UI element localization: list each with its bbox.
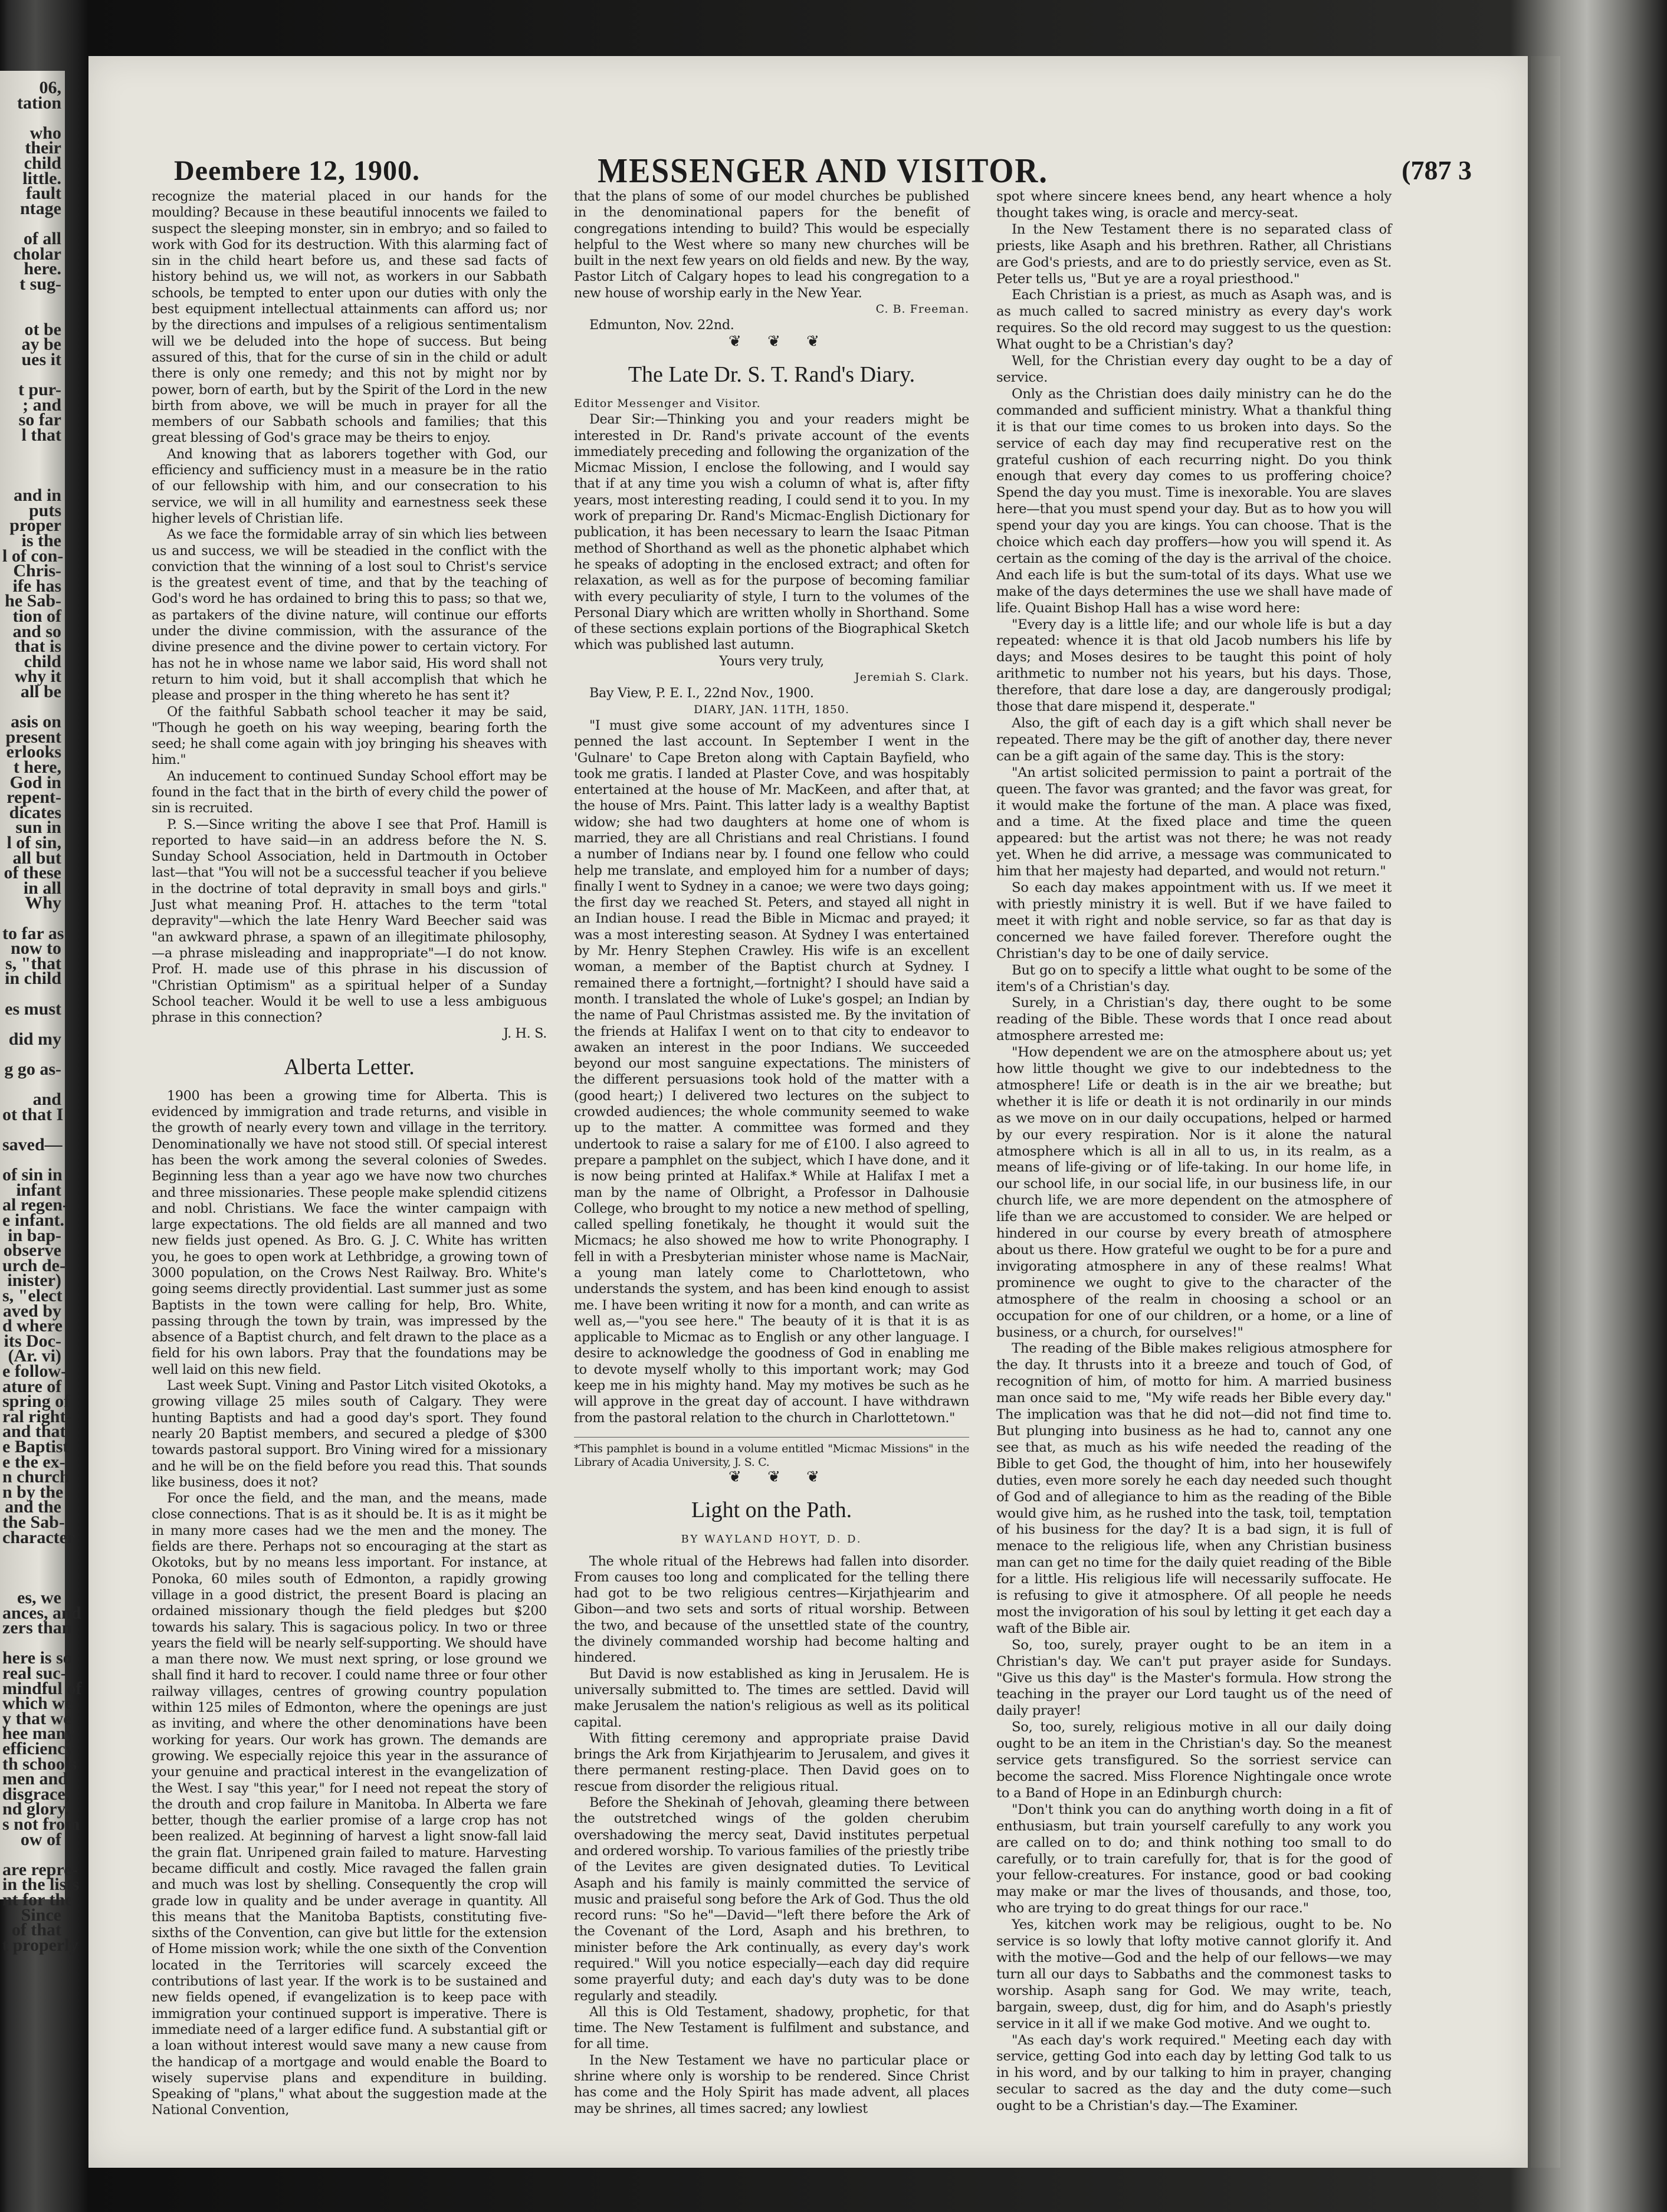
adjacent-page-fragment: repent- (6, 787, 61, 808)
adjacent-page-fragment: so far (18, 410, 61, 430)
adjacent-page-fragment: (Ar. vi) (8, 1346, 61, 1366)
adjacent-page-fragment: ow of (20, 1829, 61, 1849)
adjacent-page-fragment: hee many (2, 1724, 75, 1744)
article-title: Light on the Path. (691, 1498, 852, 1523)
adjacent-page-fragment: why it (14, 667, 61, 687)
adjacent-page-fragment: real suc- (2, 1663, 67, 1683)
adjacent-page-fragment: fault (26, 183, 61, 204)
adjacent-page-fragment: their (25, 138, 61, 158)
adjacent-page-fragment: ature of (2, 1376, 62, 1396)
paragraph: But David is now established as king in Jerusalem. He is universally submitted to. The times are settled. David will make Jerusalem the nation's religious as well as its political capital. (574, 1666, 969, 1730)
adjacent-page-fragment: ues it (21, 349, 61, 369)
adjacent-page-fragment: Since (21, 1905, 61, 1925)
adjacent-page-fragment: men and (2, 1769, 68, 1789)
paragraph: So, too, surely, prayer ought to be an item in a Christian's day. We can't put prayer aside for Sundays. "Give us this day" is the Master's formula. How strong the teaching in the prayer our Lord taught us of the need of daily prayer! (996, 1637, 1392, 1719)
adjacent-page-fragment: tion of (12, 606, 61, 626)
column-1 (152, 189, 547, 2119)
adjacent-page-fragment: infant (16, 1180, 61, 1200)
adjacent-page-fragment: who (29, 123, 61, 143)
adjacent-page-fragment: sun in (15, 818, 61, 838)
dateline: Edmunton, Nov. 22nd. (589, 317, 734, 333)
adjacent-page-fragment: s, "elect (2, 1286, 63, 1305)
adjacent-page-fragment: saved— (2, 1135, 63, 1154)
adjacent-page-fragment: g go as- (4, 1059, 61, 1079)
diary-heading: DIARY, JAN. 11TH, 1850. (693, 703, 850, 716)
adjacent-page-fragment: urch de- (2, 1255, 65, 1275)
adjacent-page-fragment: and (32, 1089, 61, 1110)
adjacent-page-fragment: ife has (12, 576, 61, 596)
adjacent-page-fragment: e the ex- (2, 1452, 65, 1472)
adjacent-page-fragment: in the lists (2, 1875, 80, 1895)
adjacent-page-fragment: little. (22, 168, 61, 188)
paragraph: recognize the material placed in our hands for the moulding? Because in these beautiful innocents we failed to suspect the sleeping monster, sin in embryo; and so failed to work with God for its destruction. With this alarming fact of sin in the child heart before us, and these sad facts of history behind us, we will not, as workers in our Sabbath schools, be tempted to enter upon our duties with only the best equipment intellectual attainments can afford us; nor by the directions and impulses of a religious sentimentalism will we be deluded into the hope of success. But being assured of this, that for the curse of sin in the child or adult there is only one remedy; and this not by might nor by power, born of earth, but by the Spirit of the Lord in the new birth from above, we will be much in prayer for all the members of our Sabbath schools and families; that this great blessing of God's grace may be theirs to enjoy. (152, 189, 547, 446)
dateline: Bay View, P. E. I., 22nd Nov., 1900. (589, 685, 814, 701)
adjacent-page-fragment: here is so (2, 1648, 72, 1668)
paragraph: For once the field, and the man, and the means, made close connections. That is as it should be. It is as it might be in many more cases had we the men and the money. The fields are there. Perhaps not so encouraging at the start as Okotoks, but by no means less important. For instance, at Ponoka, 60 miles south of Edmonton, a rapidly growing village in a good district, the present Board is placing an ordained missionary though the field pledges but $200 towards his salary. This is sagacious policy. In two or three years the field will be nearly self-supporting. We should have a man there now. We must next spring, or lose ground we shall find it hard to recover. I could name three or four other railway villages, centres of growing country population within 125 miles of Edmonton, where the openings are just as inviting, and where the other denominations have been working for years. Our work has grown. The demands are growing. We especially rejoice this year in the assurance of your genuine and practical interest in the evangelization of the West. I say "this year," for I need not repeat the story of the drouth and crop failure in Manitoba. In Alberta we fare better, though the earlier promise of a large crop has not been realized. At beginning of harvest a light snow-fall laid the grain flat. Unripened grain failed to mature. Harvesting became difficult and costly. Mice ravaged the fallen grain and much was lost by shelling. Consequently the crop will grade low in quality and be under average in quantity. All this means that the Manitoba Baptists, constituting five-sixths of the Convention, can give but little for the extension of Home mission work; while the one sixth of the Convention located in the Territories will scarcely exceed the contributions of last year. If the work is to be sustained and new fields opened, if evangelization is to keep pace with immigration your continued support is imperative. There is immediate need of a larger edifice fund. A substantial gift or a loan without interest would save many a new cause from the handicap of a mortgage and would enable the Board to wisely supervise plans and expenditure in building. Speaking of "plans," what about the suggestion made at the National Convention, (152, 1491, 547, 2118)
adjacent-page-fragment: now to (11, 938, 61, 959)
paragraph: "How dependent we are on the atmosphere about us; yet how little thought we give to our indebtedness to the atmosphere! Life or death is in the air we breathe; but whether it is life or death it is not ordinarily in our minds as we move on in our daily occupations, helped or harmed by our every respiration. Nor is it alone the natural atmosphere which is all in all to us, in its realm, as a means of life-giving or of life-taking. In our home life, in our school life, in our social life, in our business life, in our church life, we are more dependent on the atmosphere of life than we are accustomed to consider. We are helped or hindered in our course by every breath of atmosphere about us there. How grateful we ought to be for a pure and invigorating atmosphere in any of these realms! What prominence we ought to give to the character of the atmosphere of the realm in choosing a school or an occupation for one of our children, or a home, or a line of business, or a church, for ourselves!" (996, 1045, 1392, 1340)
signature: Jeremiah S. Clark. (855, 671, 969, 684)
adjacent-page-fragment: t pur- (18, 380, 61, 399)
byline: BY WAYLAND HOYT, D. D. (681, 1533, 862, 1546)
paragraph: All this is Old Testament, shadowy, prophetic, for that time. The New Testament is fulfilment and substance, and for all time. (574, 2004, 969, 2052)
adjacent-page-fragment: of all (23, 229, 61, 248)
adjacent-page-fragment: and that (2, 1422, 66, 1442)
adjacent-page-fragment: character (2, 1527, 76, 1547)
adjacent-page-fragment: dicates (9, 802, 61, 822)
paragraph: Before the Shekinah of Jehovah, gleaming there between the outstretched wings of the golden cherubim overshadowing the mercy seat, David institutes perpetual and ordered worship. To various families of the priestly tribe of the Levites are given designated duties. To Levitical Asaph and his family is mainly committed the service of music and praiseful song before the Ark of God. Thus the old record runs: "So he"—David—"left there before the Ark of the Covenant of the Lord, Asaph and his brethren, to minister before the Ark continually, as every day's work required." Will you notice especially—each day did require some prayerful duty; and each day's duty was to be done regularly and steadily. (574, 1795, 969, 2004)
adjacent-page-fragment: observe (3, 1240, 61, 1261)
adjacent-page-fragment: zers than (2, 1618, 72, 1638)
adjacent-page-fragment: in child (5, 969, 61, 989)
paragraph: Each Christian is a priest, as much as Asaph was, and is as much called to sacred ministry as every day's work requires. So the old record may suggest to us the question: What ought to be a Christian's day? (996, 287, 1392, 353)
paragraph: Yes, kitchen work may be religious, ought to be. No service is so lowly that lofty motive cannot glorify it. And with the motive—God and the help of our fellows—we may turn all our days to Sabbaths and the commonest tasks to worship. Asaph sang for God. We may write, teach, bargain, sweep, dust, dig for him, and do Asaph's priestly service in it all if we make God motive. And we ought to. (996, 1917, 1392, 2032)
adjacent-page-fragment: of these (4, 863, 61, 883)
adjacent-page-fragment: n by the (2, 1482, 64, 1502)
section-ornament: ❦ ❦ ❦ (729, 332, 830, 350)
adjacent-page-fragment: l of con- (2, 546, 64, 566)
binding-spine (1531, 56, 1560, 2168)
paragraph: In the New Testament we have no particular place or shrine where only is worship to be rendered. Since Christ has come and the Holy Spirit has made advent, all places may be shrines, all times sacred; any lowliest (574, 2052, 969, 2116)
adjacent-page-fragment: ay be (21, 334, 61, 355)
adjacent-page-fragment: spring of (2, 1391, 70, 1412)
paragraph: Surely, in a Christian's day, there ought to be some reading of the Bible. These words that I once read about atmosphere arrested me: (996, 995, 1392, 1044)
adjacent-page-fragment: tation (17, 93, 61, 113)
adjacent-page-fragment: which we (2, 1694, 73, 1714)
adjacent-page-fragment: child (24, 651, 61, 671)
adjacent-page-fragment: e Baptist (2, 1437, 69, 1456)
adjacent-page-fragment: of sin in (2, 1165, 63, 1185)
adjacent-page-fragment: y that we (2, 1708, 71, 1728)
adjacent-page-fragment: that is (14, 636, 61, 657)
adjacent-page-fragment: mindful of (2, 1678, 82, 1698)
signature: C. B. Freeman. (875, 303, 969, 316)
adjacent-page-fragment: ; and (22, 395, 61, 415)
adjacent-page-fragment: to far as (2, 923, 64, 943)
adjacent-page-fragment: e infant. (2, 1210, 64, 1230)
adjacent-page-fragment: are repre- (2, 1859, 78, 1879)
adjacent-page-fragment: is the (21, 531, 61, 550)
paragraph: P. S.—Since writing the above I see that Prof. Hamill is reported to have said—in an address before the N. S. Sunday School Association, held in Dartmouth in October last—that "You will not be a successful teacher if you believe in the doctrine of total depravity in small boys and girls." Just what meaning Prof. H. attaches to the term "total depravity"—which the late Henry Ward Beecher said was "an awkward phrase, a spawn of an illegitimate philosophy,—a phrase misleading and inappropriate"—I do not know. Prof. H. made use of this phrase in his discussion of "Christian Optimism" as a spiritual helper of a Sunday School teacher. Would it be well to use a less ambiguous phrase in this connection? (152, 816, 547, 1026)
footnote: *This pamphlet is bound in a volume entitled "Micmac Missions" in the Library of Acadia University, J. S. C. (574, 1437, 969, 1469)
paragraph: So, too, surely, religious motive in all our daily doing ought to be an item in the Christian's day. So the meanest service gets transfigured. So the sorriest service can become the sacred. Miss Florence Nightingale once wrote to a Band of Hope in an Edinburgh church: (996, 1719, 1392, 1801)
paragraph: 1900 has been a growing time for Alberta. This is evidenced by immigration and trade returns, and visible in the growth of nearly every town and village in the territory. Denominationally we have not stood still. Of special interest has been the work among the several colonies of Swedes. Beginning less than a year ago we have now two churches and three missionaries. These people make splendid citizens and nobl. Christians. We face the winter campaign with large expectations. The old fields are all manned and two new fields just opened. As Bro. G. J. C. White has written you, he goes to open work at Lethbridge, a growing town of 3000 population, on the Crows Nest Railway. Bro. White's going seems directly providential. Last summer just as some Baptists in the town were calling for help, Bro. White, passing through the town by train, was impressed by the absence of a Baptist church, and felt drawn to the place as a field for his own labors. Pray that the foundations may be well laid on this new field. (152, 1088, 547, 1377)
adjacent-page-edge (0, 71, 82, 1955)
adjacent-page-fragment: t properly (2, 1935, 78, 1955)
article-title: The Late Dr. S. T. Rand's Diary. (628, 362, 915, 387)
adjacent-page-fragment: th schools (2, 1754, 77, 1774)
issue-date: Deembere 12, 1900. (174, 155, 420, 186)
adjacent-page-fragment: ral right- (2, 1406, 72, 1426)
adjacent-page-fragment: 06, (39, 78, 61, 97)
adjacent-page-fragment: ot be (24, 319, 61, 339)
adjacent-page-fragment: and the (5, 1497, 61, 1517)
section-ornament: ❦ ❦ ❦ (729, 1468, 830, 1486)
adjacent-page-fragment: t sug- (19, 274, 61, 294)
paragraph: Only as the Christian does daily ministry can he do the commanded and sufficient ministry. What a thankful thing it is that our time comes to us broken into days. So the service of each day may find recuperative rest on the grateful cushion of each recurring night. Do you think enough that every day comes to us proffering choice? Spend the day you must. Time is inexorable. You are slaves here—that you must spend your day. But as to how you will spend your day you are kings. You can choose. That is the choice which each day proffers—how you will spend it. As certain as the coming of the day is the arrival of the choice. And each life is but the sum-total of its days. What use we make of the days determines the use we shall have made of life. Quaint Bishop Hall has a wise word here: (996, 386, 1392, 616)
adjacent-page-fragment: child (24, 153, 61, 173)
paragraph: that the plans of some of our model churches be published in the denominational papers for the benefit of congregations intending to build? This would be especially helpful to the West where so many new churches will be built in the next few years on old fields and new. By the way, Pastor Litch of Calgary hopes to lead his congregation to a new house of worship early in the New Year. (574, 189, 969, 301)
column-2 (574, 189, 969, 2117)
adjacent-page-fragment: al regen- (2, 1195, 68, 1215)
adjacent-page-fragment: did my (8, 1029, 61, 1049)
adjacent-page-fragment: Why (25, 893, 61, 913)
adjacent-page-fragment: d where (2, 1316, 63, 1336)
adjacent-page-fragment: all be (20, 682, 61, 701)
closing: Yours very truly, (719, 653, 824, 669)
paragraph: As we face the formidable array of sin which lies between us and success, we will be steadied in the conflict with the conviction that the winning of a lost soul to Christ's service is the greatest event of time, and that by the teaching of God's word he has ordained to bring this to pass; so that we, as partakers of the divine nature, will continue our efforts under the divine commission, with the assurance of the divine presence and the divine power to certain victory. For has not he in whose name we labor said, His word shall not return to him void, but it shall accomplish that which he please and prosper in the thing whereto he has sent it? (152, 527, 547, 704)
paragraph: "I must give some account of my adventures since I penned the last account. In September I went in the 'Gulnare' to Cape Breton along with Captain Bayfield, who took me gratis. I landed at Plaster Cove, and was hospitably entertained at the house of Mr. MacKeen, and after that, at the house of Mrs. Paint. This latter lady is a wealthy Baptist widow; she had two daughters at home one of whom is married, they are all Christians and real Christians. I found a number of Indians near by. I found one fellow who could help me translate, and employed him for a number of days; finally I went to Sydney in a canoe; we were two days going; the first day we reached St. Peters, and stayed all night in an Indian house. I read the Bible in Micmac and prayed; it was a most interesting season. At Sydney I was entertained by Mr. Henry Stephen Crawley. His wife is an excellent woman, a member of the Baptist church at Sydney. I remained there a fortnight,—fortnight? I should have said a month. I translated the whole of Luke's gospel; an Indian by the name of Paul Christmas assisted me. By the invitation of the friends at Halifax I went on to that city to endeavor to awaken an interest in the poor Indians. We succeeded beyond our most sanguine expectations. The ministers of the different persuasions took hold of the matter with a (good heart;) I delivered two lectures on the subject to crowded audiences; the whole community seemed to wake up to the matter. A committee was formed and they undertook to raise a salary for me of £100. I also agreed to prepare a pamphlet on the subject, which I have done, and it is now being printed at Halifax.* While at Halifax I met a man by the name of Olbright, a Professor in Dalhousie College, who brought to my notice a new method of spelling, called spelling fonetikaly, he thought it would suit the Micmacs; he also showed me how to write Phonography. I fell in with a Presbyterian minister whose name is MacNair, a young man lately come to Charlottetown, who understands the system, and has been kind enough to assist me. I have been writing it now for a month, and can write as well as,—"you see here." The beauty of it is that it is as applicable to Micmac as to English or any other language. I desire to acknowledge the goodness of God in enabling me to devote myself wholly to this important work; may God keep me in his mighty hand. May my motives be such as he will approve in the great day of account. I have withdrawn from the pastoral relation to the church in Charlottetown." (574, 717, 969, 1426)
adjacent-page-fragment: nd glory. (2, 1799, 70, 1819)
adjacent-page-fragment: its Doc- (4, 1331, 61, 1351)
adjacent-page-fragment: es, we (17, 1588, 61, 1607)
adjacent-page-fragment: asis on (11, 712, 61, 732)
paragraph: Last week Supt. Vining and Pastor Litch visited Okotoks, a growing village 25 miles south of Calgary. They were hunting Baptists and had a good day's sport. They found nearly 20 Baptist members, and secured a pledge of $300 towards pastoral support. Bro Vining wired for a missionary and he will be on the field before you read this. That sounds like business, does it not? (152, 1378, 547, 1490)
adjacent-page-fragment: puts (28, 500, 61, 520)
signature: J. H. S. (503, 1026, 547, 1042)
paragraph: But go on to specify a little what ought to be some of the item's of a Christian's day. (996, 962, 1392, 995)
adjacent-page-fragment: es must (5, 999, 61, 1019)
adjacent-page-fragment: cholar (13, 244, 61, 264)
adjacent-page-fragment: n church (2, 1467, 70, 1487)
adjacent-page-fragment: s, "that (5, 953, 61, 973)
paragraph: "As each day's work required." Meeting each day with service, getting God into each day by letting God talk to us in his word, and by our talking to him in prayer, changing secular to sacred as the day and the duty come—such ought to be a Christian's day.—The Examiner. (996, 2032, 1392, 2114)
paragraph: "An artist solicited permission to paint a portrait of the queen. The favor was granted; and the favor was great, for it would make the fortune of the man. A place was fixed, and a time. At the fixed place and time the queen appeared: but the artist was not there; he was not ready yet. When he did arrive, a message was communicated to him that her majesty had departed, and would not return." (996, 764, 1392, 879)
adjacent-page-fragment: efficiency (2, 1739, 74, 1758)
adjacent-page-fragment: erlooks (6, 742, 61, 762)
adjacent-page-fragment: aved by (2, 1301, 61, 1321)
paragraph: Well, for the Christian every day ought to be a day of service. (996, 353, 1392, 385)
adjacent-page-fragment: he Sab- (5, 591, 61, 611)
adjacent-page-fragment: e follow- (2, 1361, 67, 1381)
adjacent-page-fragment: of that (11, 1920, 61, 1940)
adjacent-page-fragment: and in (14, 485, 61, 506)
adjacent-page-fragment: inister) (7, 1271, 61, 1291)
page-number: (787 3 (1402, 155, 1472, 185)
article-title: Alberta Letter. (284, 1054, 415, 1079)
adjacent-page-fragment: here. (24, 259, 61, 279)
adjacent-page-fragment: ot that I (2, 1104, 64, 1124)
adjacent-page-fragment: proper (9, 516, 61, 536)
paragraph: Of the faithful Sabbath school teacher it may be said, "Though he goeth on his way weeping, bearing forth the seed; he shall come again with joy bringing his sheaves with him." (152, 704, 547, 768)
paragraph: The reading of the Bible makes religious atmosphere for the day. It thrusts into it a breeze and touch of God, of recognition of him, of motto for him. A married business man once said to me, "My wife reads her Bible every day." The implication was that he did not—did not find time to. But plunging into business as he had to, cannot any one see that, as much as his wife needed the reading of the Bible to get God, the thought of him, into her housewifely duties, even more sorely he each day needed such thought of God and of allegiance to him as the reading of the Bible would give him, as he rushed into the task, toil, temptation of his business for the day? It is a bad sign, it is full of menace to the religious life, when any Christian business man can get no time for the daily quiet reading of the Bible for a little. His religious life will necessarily suffocate. He is refusing to give it atmosphere. Of all people he needs most the invigoration of his soul by letting it get each day a waft of the Bible air. (996, 1341, 1392, 1636)
adjacent-page-fragment: ances, and (2, 1603, 81, 1623)
adjacent-page-fragment: l that (21, 425, 61, 445)
adjacent-page-fragment: ntage (20, 198, 61, 218)
adjacent-page-fragment: in bap- (8, 1225, 61, 1245)
paragraph: And knowing that as laborers together with God, our efficiency and sufficiency must in a measure be in the ratio of our fellowship with him, and our consecration to his service, we will in all humility and earnestness seek these higher levels of Christian life. (152, 446, 547, 526)
adjacent-page-fragment: disgrace, (2, 1784, 70, 1804)
adjacent-page-fragment: in all (23, 878, 61, 898)
paragraph: "Don't think you can do anything worth doing in a fit of enthusiasm, but train yourself carefully to any work you are called on to do; and think nothing too small to do carefully, or to train carefully for, that is for the good of your fellow-creatures. For instance, good or bad cooking may make or mar the lives of thousands, and those, too, who are trying to do great things for our race." (996, 1801, 1392, 1916)
adjacent-page-fragment: and so (12, 621, 61, 641)
adjacent-page-fragment: present (5, 727, 61, 747)
salutation-address: Editor Messenger and Visitor. (574, 396, 761, 410)
adjacent-page-fragment: Chris- (13, 561, 61, 581)
adjacent-page-fragment: nt for the (2, 1890, 73, 1909)
paragraph: "Every day is a little life; and our whole life is but a day repeated: whence it is that old Jacob numbers his life by days; and Moses desires to be taught this point of holy arithmetic to number not his years, but his days. Those, therefore, that dare lose a day, are dangerously prodigal; those that dare mispend it, desperate." (996, 616, 1392, 715)
paragraph: In the New Testament there is no separated class of priests, like Asaph and his brethren. Rather, all Christians are God's priests, and are to do priestly service, even as St. Peter tells us, "But ye are a royal priesthood." (996, 221, 1392, 287)
adjacent-page-fragment: all but (12, 848, 61, 868)
adjacent-page-fragment: the Sab- (2, 1512, 65, 1532)
paragraph: With fitting ceremony and appropriate praise David brings the Ark from Kirjathjearim to Jerusalem, and gives it there permanent resting-place. Then David goes on to rescue from disorder the religious ritual. (574, 1730, 969, 1794)
adjacent-page-fragment: God in (9, 772, 61, 792)
column-3 (996, 189, 1392, 2115)
paragraph: So each day makes appointment with us. If we meet it with priestly ministry it is well. But if we have failed to meet it with right and noble service, so far as that day is concerned we have failed forever. Therefore ought the Christian's day to be one of daily service. (996, 880, 1392, 961)
paragraph: spot where sincere knees bend, any heart whence a holy thought takes wing, is oracle and mercy-seat. (996, 189, 1392, 221)
adjacent-page-fragment: s not from (2, 1814, 80, 1834)
adjacent-page-fragment: t here, (13, 757, 61, 777)
masthead-title: MESSENGER AND VISITOR. (598, 151, 1048, 190)
paragraph: Dear Sir:—Thinking you and your readers might be interested in Dr. Rand's private account of the events immediately preceding and following the organization of the Micmac Mission, I enclose the following, and I would say that if at any time you wish a column of what is, after fifty years, most interesting reading, I could send it to you. In my work of preparing Dr. Rand's Micmac-English Dictionary for publication, it has been necessary to learn the Isaac Pitman method of Shorthand as well as the phonetic alphabet which he speaks of adopting in the enclosed extract; and often for relaxation, as well as for the purpose of becoming familiar with every peculiarity of style, I turn to the volumes of the Personal Diary which are written wholly in Shorthand. Some of these sections explain portions of the Biographical Sketch which was published last autumn. (574, 412, 969, 653)
paragraph: Also, the gift of each day is a gift which shall never be repeated. There may be the gift of another day, there never can be a gift again of the same day. This is the story: (996, 716, 1392, 764)
adjacent-page-fragment: l of sin, (6, 833, 61, 852)
paragraph: An inducement to continued Sunday School effort may be found in the fact that in the birth of every child the power of sin is recruited. (152, 768, 547, 816)
paragraph: The whole ritual of the Hebrews had fallen into disorder. From causes too long and complicated for the telling there had got to be two religious centres—Kirjathjearim and Gibon—and two sets and sorts of ritual worship. Between the two, and because of the unsettled state of the country, the divinely commanded worship had become halting and hindered. (574, 1553, 969, 1666)
